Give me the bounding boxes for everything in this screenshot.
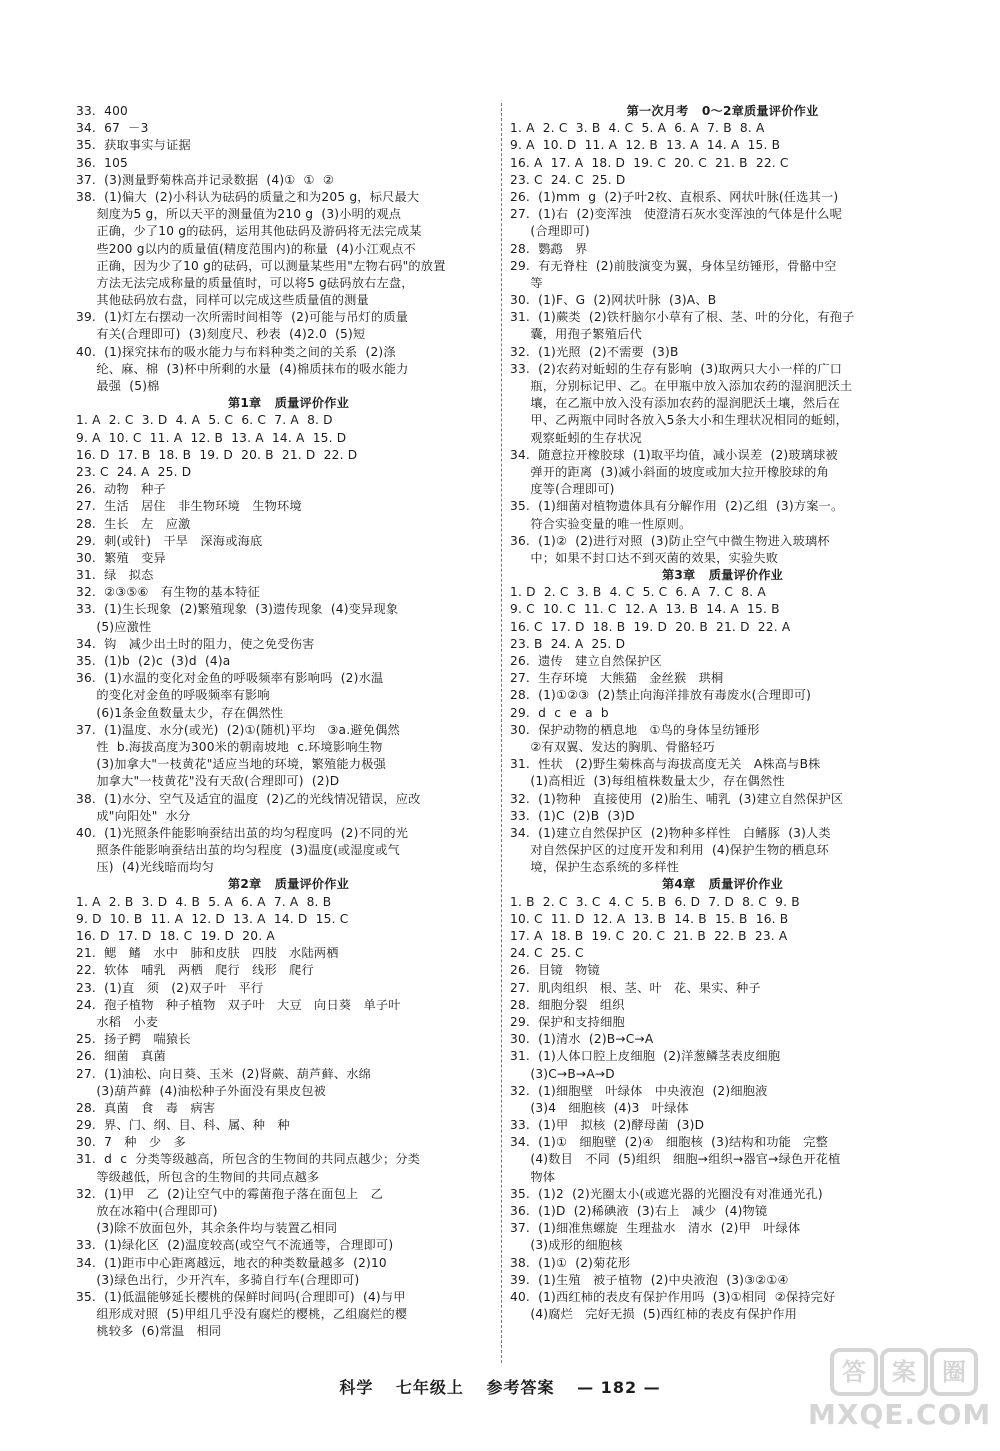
footer-grade: 七年级上 bbox=[395, 1378, 464, 1397]
answer-line: 31. 绿 拟态 bbox=[76, 568, 154, 583]
answer-line: 等 bbox=[510, 275, 543, 290]
answer-line: (3)C→B→A→D bbox=[510, 1066, 615, 1081]
footer-subject: 科学 bbox=[339, 1378, 374, 1397]
answer-line: 最强 (5)棉 bbox=[76, 379, 160, 393]
answer-line: 刻度为5 g，所以天平的测量值为210 g (3)小明的观点 bbox=[76, 207, 402, 222]
answer-line: 些200 g以内的质量值(精度范围内)的称量 (4)小江观点不 bbox=[76, 241, 416, 256]
answer-line: 16. D 17. D 18. C 19. D 20. A bbox=[76, 929, 275, 943]
answer-line: 等级越低，所包含的生物间的共同点越多 bbox=[76, 1169, 320, 1184]
answer-line: 28. 真菌 食 毒 病害 bbox=[76, 1100, 216, 1115]
answer-line: 度等(合理即可) bbox=[510, 482, 615, 497]
answer-line: 33. (1)生长现象 (2)繁殖现象 (3)遗传现象 (4)变异现象 bbox=[76, 602, 399, 617]
answer-line: 36. (1)② (2)进行对照 (3)防止空气中微生物进入玻璃杯 bbox=[510, 533, 830, 548]
answer-line: 32. (1)甲 乙 (2)让空气中的霉菌孢子落在面包上 乙 bbox=[76, 1186, 384, 1201]
answer-line: 23. C 24. A 25. D bbox=[76, 464, 192, 479]
answer-line: 40. (1)西红柿的表皮有保护作用吗 (3)①相同 ②保持完好 bbox=[510, 1289, 836, 1304]
answer-line: 28. 生长 左 应激 bbox=[76, 516, 191, 531]
answer-line: 对自然保护区的过度开发和利用 (4)保护生物的栖息环 bbox=[510, 843, 829, 858]
answer-line: 加拿大"一枝黄花"没有天敌(合理即可) (2)D bbox=[76, 774, 340, 789]
answer-line: (3)除不放面包外，其余条件均与装置乙相同 bbox=[76, 1221, 338, 1236]
section-heading: 第一次月考 0～2章质量评价作业 bbox=[626, 104, 819, 118]
answer-line: 25. 扬子鳄 喘猿长 bbox=[76, 1032, 191, 1047]
answer-line: 9. A 10. C 11. A 12. B 13. A 14. A 15. D bbox=[76, 430, 347, 445]
answer-line: 9. A 10. D 11. A 12. B 13. A 14. A 15. B bbox=[510, 138, 781, 153]
answer-column-right bbox=[510, 103, 935, 1323]
answer-line: 28. 细胞分裂 组织 bbox=[510, 997, 625, 1012]
answer-line: 10. C 11. D 12. A 13. B 14. B 15. B 16. B bbox=[510, 911, 789, 926]
footer-page-number: — 182 — bbox=[577, 1378, 661, 1397]
watermark-logo bbox=[808, 1348, 992, 1443]
answer-line: 31. d c 分类等级越高，所包含的生物间的共同点越少；分类 bbox=[76, 1152, 421, 1167]
watermark-char: 答 bbox=[830, 1348, 878, 1396]
answer-line: 甲、乙两瓶中同时各放入5条大小和生理状况相同的蚯蚓， bbox=[510, 413, 849, 428]
answer-line: 境，保护生态系统的多样性 bbox=[510, 860, 680, 875]
answer-line: 9. D 10. B 11. A 12. D 13. A 14. D 15. C bbox=[76, 911, 349, 926]
answer-line: 1. A 2. C 3. B 4. C 5. A 6. A 7. B 8. A bbox=[510, 121, 765, 136]
answer-line: 32. ②③⑤⑥ 有生物的基本特征 bbox=[76, 585, 260, 600]
answer-line: 38. (1)① (2)菊花形 bbox=[510, 1255, 631, 1270]
answer-line: 23. C 24. C 25. D bbox=[510, 172, 626, 187]
answer-line: 30. (1)清水 (2)B→C→A bbox=[510, 1032, 654, 1047]
answer-line: 性 b.海拔高度为300米的朝南坡地 c.环境影响生物 bbox=[76, 739, 383, 754]
answer-line: 39. (1)灯左右摆动一次所需时间相等 (2)可能与吊灯的质量 bbox=[76, 310, 409, 325]
answer-line: 29. 刺(或针) 干旱 深海或海底 bbox=[76, 533, 263, 548]
answer-line: 36. 105 bbox=[76, 155, 128, 170]
answer-line: ②有双翼、发达的胸肌、骨骼轻巧 bbox=[510, 739, 715, 754]
answer-line: 34. 随意拉开橡胶球 (1)取平均值，减小误差 (2)玻璃球被 bbox=[510, 447, 838, 462]
answer-line: 33. 400 bbox=[76, 104, 128, 118]
answer-line: 31. 性状 (2)野生菊株高与海拔高度无关 A株高与B株 bbox=[510, 757, 821, 772]
answer-line: 34. (1)距市中心距离越远，地衣的种类数量越多 (2)10 bbox=[76, 1255, 387, 1270]
answer-line: 观察蚯蚓的生存状况 bbox=[510, 430, 642, 445]
answer-line: 40. (1)探究抹布的吸水能力与布料种类之间的关系 (2)涤 bbox=[76, 344, 396, 359]
answer-line: 33. (2)农药对蚯蚓的生存有影响 (3)取两只大小一样的广口 bbox=[510, 361, 843, 376]
answer-line: 33. (1)甲 拟核 (2)酵母菌 (3)D bbox=[510, 1118, 705, 1133]
answer-line: 放在冰箱中(合理即可) bbox=[76, 1204, 218, 1218]
answer-line: 40. (1)光照条件能影响蚕结出茧的均匀程度吗 (2)不同的光 bbox=[76, 825, 409, 840]
answer-line: 35. (1)2 (2)光圈太小(或遮光器的光圈没有对准通光孔) bbox=[510, 1186, 823, 1201]
answer-line: 26. (1)mm g (2)子叶2枚、直根系、网状叶脉(任选其一) bbox=[510, 189, 839, 204]
answer-line: 桃较多 (6)常温 相同 bbox=[76, 1324, 222, 1339]
answer-line: 17. A 18. B 19. C 20. C 21. B 22. B 23. A bbox=[510, 929, 788, 943]
answer-line: 有关(合理即可) (3)刻度尺、秒表 (4)2.0 (5)短 bbox=[76, 327, 366, 342]
answer-line: 照条件能影响蚕结出茧的均匀程度 (3)温度(或湿度或气 bbox=[76, 843, 400, 858]
answer-line: (3)葫芦藓 (4)油松种子外面没有果皮包被 bbox=[76, 1083, 327, 1098]
answer-line: 16. D 17. B 18. B 19. D 20. B 21. D 22. D bbox=[76, 447, 358, 462]
answer-line: 壤，在乙瓶中放入没有添加农药的湿润肥沃土壤，然后在 bbox=[510, 396, 841, 411]
answer-line: 成"向阳处" 水分 bbox=[76, 808, 191, 823]
answer-line: 21. 鳃 鳍 水中 肺和皮肤 四肢 水陆两栖 bbox=[76, 946, 339, 961]
answer-line: 38. (1)水分、空气及适宜的温度 (2)乙的光线情况错误，应改 bbox=[76, 791, 421, 806]
answer-line: 29. 有无脊柱 (2)前肢演变为翼，身体呈纺锤形，骨骼中空 bbox=[510, 258, 837, 273]
answer-line: 其他砝码放右盘，同样可以完成这些质量值的测量 bbox=[76, 293, 369, 308]
answer-line: 1. A 2. C 3. D 4. A 5. C 6. C 7. A 8. D bbox=[76, 413, 333, 428]
answer-line: 30. 保护动物的栖息地 ①鸟的身体呈纺锤形 bbox=[510, 722, 760, 737]
answer-line: 29. 保护和支持细胞 bbox=[510, 1014, 625, 1029]
answer-line: 1. D 2. C 3. B 4. C 5. C 6. A 7. C 8. A bbox=[510, 585, 766, 600]
answer-line: 26. 遗传 建立自然保护区 bbox=[510, 654, 662, 668]
answer-line: 36. (1)水温的变化对金鱼的呼吸频率有影响吗 (2)水温 bbox=[76, 671, 384, 686]
answer-line: 34. (1)① 细胞壁 (2)④ 细胞核 (3)结构和功能 完整 bbox=[510, 1135, 828, 1150]
answer-line: 35. (1)低温能够延长樱桃的保鲜时间吗(合理即可) (4)与甲 bbox=[76, 1289, 406, 1304]
watermark-url: MXQE.COM bbox=[808, 1398, 992, 1431]
answer-line: 39. (1)生殖 被子植物 (2)中央液泡 (3)③②①④ bbox=[510, 1272, 789, 1287]
answer-line: 28. (1)①②③ (2)禁止向海洋排放有毒废水(合理即可) bbox=[510, 688, 812, 703]
answer-line: (6)1条金鱼数量太少，存在偶然性 bbox=[76, 705, 284, 720]
answer-line: 27. (1)右 (2)变浑浊 使澄清石灰水变浑浊的气体是什么呢 bbox=[510, 207, 842, 222]
answer-line: 34. (1)建立自然保护区 (2)物种多样性 白鳍豚 (3)人类 bbox=[510, 825, 831, 840]
answer-line: 27. 生存环境 大熊猫 金丝猴 珙桐 bbox=[510, 671, 724, 686]
answer-line: 23. B 24. A 25. D bbox=[510, 636, 626, 651]
answer-line: 37. (3)测量野菊株高并记录数据 (4)① ① ② bbox=[76, 172, 334, 187]
answer-line: 正确，因为少了10 g的砝码，可以测量某些用"左物右码"的放置 bbox=[76, 258, 446, 273]
answer-line: 中；如果不封口达不到灭菌的效果，实验失败 bbox=[510, 550, 779, 565]
answer-line: 9. C 10. C 11. C 12. A 13. B 14. A 15. B bbox=[510, 602, 780, 617]
answer-line: (3)4 细胞核 (4)3 叶绿体 bbox=[510, 1100, 689, 1115]
answer-line: 29. 界、门、纲、目、科、属、种 种 bbox=[76, 1118, 290, 1133]
answer-line: (5)应激性 bbox=[76, 619, 152, 634]
section-heading: 第4章 质量评价作业 bbox=[661, 877, 784, 892]
answer-line: 16. C 17. D 18. B 19. D 20. B 21. D 22. A bbox=[510, 619, 791, 634]
answer-line: 26. 目镜 物镜 bbox=[510, 963, 600, 978]
answer-line: 26. 动物 种子 bbox=[76, 482, 166, 497]
footer-label: 参考答案 bbox=[486, 1378, 555, 1397]
answer-line: 符合实验变量的唯一性原则。 bbox=[510, 516, 692, 531]
answer-line: 23. (1)直 须 (2)双子叶 平行 bbox=[76, 980, 264, 995]
answer-line: 37. (1)温度、水分(或光) (2)①(随机)平均 ③a.避免偶然 bbox=[76, 722, 400, 737]
answer-line: 24. C 25. C bbox=[510, 946, 584, 961]
answer-line: 33. (1)绿化区 (2)温度较高(或空气不流通等，合理即可) bbox=[76, 1238, 394, 1253]
answer-line: 27. 肌肉组织 根、茎、叶 花、果实、种子 bbox=[510, 980, 761, 995]
answer-line: 物体 bbox=[510, 1169, 556, 1184]
answer-column-left bbox=[76, 103, 501, 1341]
answer-line: (3)成形的细胞核 bbox=[510, 1238, 623, 1253]
answer-line: 1. A 2. B 3. D 4. B 5. A 6. A 7. A 8. B bbox=[76, 894, 332, 909]
answer-line: 37. (1)细准焦螺旋 生理盐水 清水 (2)甲 叶绿体 bbox=[510, 1221, 801, 1236]
answer-line: 27. 生活 居住 非生物环境 生物环境 bbox=[76, 499, 302, 514]
answer-line: 水稻 小麦 bbox=[76, 1014, 159, 1029]
answer-line: 28. 鹦鹉 界 bbox=[510, 241, 588, 256]
answer-line: (3)绿色出行，少开汽车，多骑自行车(合理即可) bbox=[76, 1272, 360, 1287]
answer-line: 瓶，分别标记甲、乙。在甲瓶中放入添加农药的湿润肥沃土 bbox=[510, 379, 853, 393]
answer-line: 35. 获取事实与证据 bbox=[76, 138, 191, 153]
answer-line: 35. (1)b (2)c (3)d (4)a bbox=[76, 654, 231, 668]
answer-line: 弹开的距离 (3)减小斜面的坡度或加大拉开橡胶球的角 bbox=[510, 464, 829, 479]
answer-line: 34. 67 －3 bbox=[76, 121, 149, 136]
answer-line: 组形成对照 (5)甲组几乎没有腐烂的樱桃，乙组腐烂的樱 bbox=[76, 1307, 408, 1322]
answer-line: (3)加拿大"一枝黄花"适应当地的环境，繁殖能力极强 bbox=[76, 757, 386, 772]
answer-line: (合理即可) bbox=[510, 224, 590, 239]
answer-line: 30. 繁殖 变异 bbox=[76, 550, 166, 565]
answer-line: 正确，少了10 g的砝码，运用其他砝码及游码将无法完成某 bbox=[76, 224, 422, 239]
answer-line: 30. (1)F、G (2)网状叶脉 (3)A、B bbox=[510, 293, 717, 308]
watermark-char: 圈 bbox=[930, 1348, 978, 1396]
answer-line: 22. 软体 哺乳 两栖 爬行 线形 爬行 bbox=[76, 963, 314, 978]
answer-line: 33. (1)C (2)B (3)D bbox=[510, 808, 635, 823]
answer-line: 的变化对金鱼的呼吸频率有影响 bbox=[76, 688, 270, 703]
answer-line: (4)腐烂 完好无损 (5)西红柿的表皮有保护作用 bbox=[510, 1307, 798, 1322]
section-heading: 第1章 质量评价作业 bbox=[227, 396, 350, 411]
answer-line: 囊，用孢子繁殖后代 bbox=[510, 327, 642, 342]
answer-line: 32. (1)细胞壁 叶绿体 中央液泡 (2)细胞液 bbox=[510, 1083, 768, 1098]
answer-line: 32. (1)物种 直接使用 (2)胎生、哺乳 (3)建立自然保护区 bbox=[510, 791, 844, 806]
answer-line: 24. 孢子植物 种子植物 双子叶 大豆 向日葵 单子叶 bbox=[76, 997, 401, 1012]
answer-line: (1)高相近 (3)每组植株数量太少，存在偶然性 bbox=[510, 774, 785, 789]
answer-line: 方法无法完成称量的质量值时，可以将5 g砝码放右左盘， bbox=[76, 275, 414, 290]
answer-line: 纶、麻、棉 (3)杯中所剩的水量 (4)棉质抹布的吸水能力 bbox=[76, 361, 409, 376]
answer-line: 27. (1)油松、向日葵、玉米 (2)肾蕨、葫芦藓、水绵 bbox=[76, 1066, 371, 1081]
answer-line: 32. (1)光照 (2)不需要 (3)B bbox=[510, 344, 679, 359]
answer-line: 31. (1)蕨类 (2)铁杆脑尔小草有了根、茎、叶的分化，有孢子 bbox=[510, 310, 855, 325]
answer-line: 34. 钩 减少出土时的阻力，使之免受伤害 bbox=[76, 636, 315, 651]
column-divider bbox=[501, 103, 502, 1363]
answer-line: 35. (1)细菌对植物遗体具有分解作用 (2)乙组 (3)方案一。 bbox=[510, 499, 844, 514]
answer-line: 26. 细菌 真菌 bbox=[76, 1049, 166, 1064]
answer-line: 30. 7 种 少 多 bbox=[76, 1135, 186, 1150]
section-heading: 第3章 质量评价作业 bbox=[661, 568, 784, 583]
answer-line: 1. B 2. C 3. C 4. C 5. B 6. D 7. D 8. C 9. B bbox=[510, 894, 800, 909]
answer-line: 36. (1)D (2)稀碘液 (3)右上 减少 (4)物镜 bbox=[510, 1204, 768, 1218]
answer-line: 压) (4)光线暗而均匀 bbox=[76, 860, 215, 875]
answer-line: 31. (1)人体口腔上皮细胞 (2)洋葱鳞茎表皮细胞 bbox=[510, 1049, 781, 1064]
answer-line: 29. d c e a b bbox=[510, 705, 609, 720]
answer-line: (4)数目 不同 (5)组织 细胞→组织→器官→绿色开花植 bbox=[510, 1152, 841, 1167]
section-heading: 第2章 质量评价作业 bbox=[227, 877, 350, 892]
watermark-char: 案 bbox=[880, 1348, 928, 1396]
answer-line: 16. A 17. A 18. D 19. C 20. C 21. B 22. C bbox=[510, 155, 789, 170]
answer-line: 38. (1)偏大 (2)小科认为砝码的质量之和为205 g，标尺最大 bbox=[76, 189, 420, 204]
